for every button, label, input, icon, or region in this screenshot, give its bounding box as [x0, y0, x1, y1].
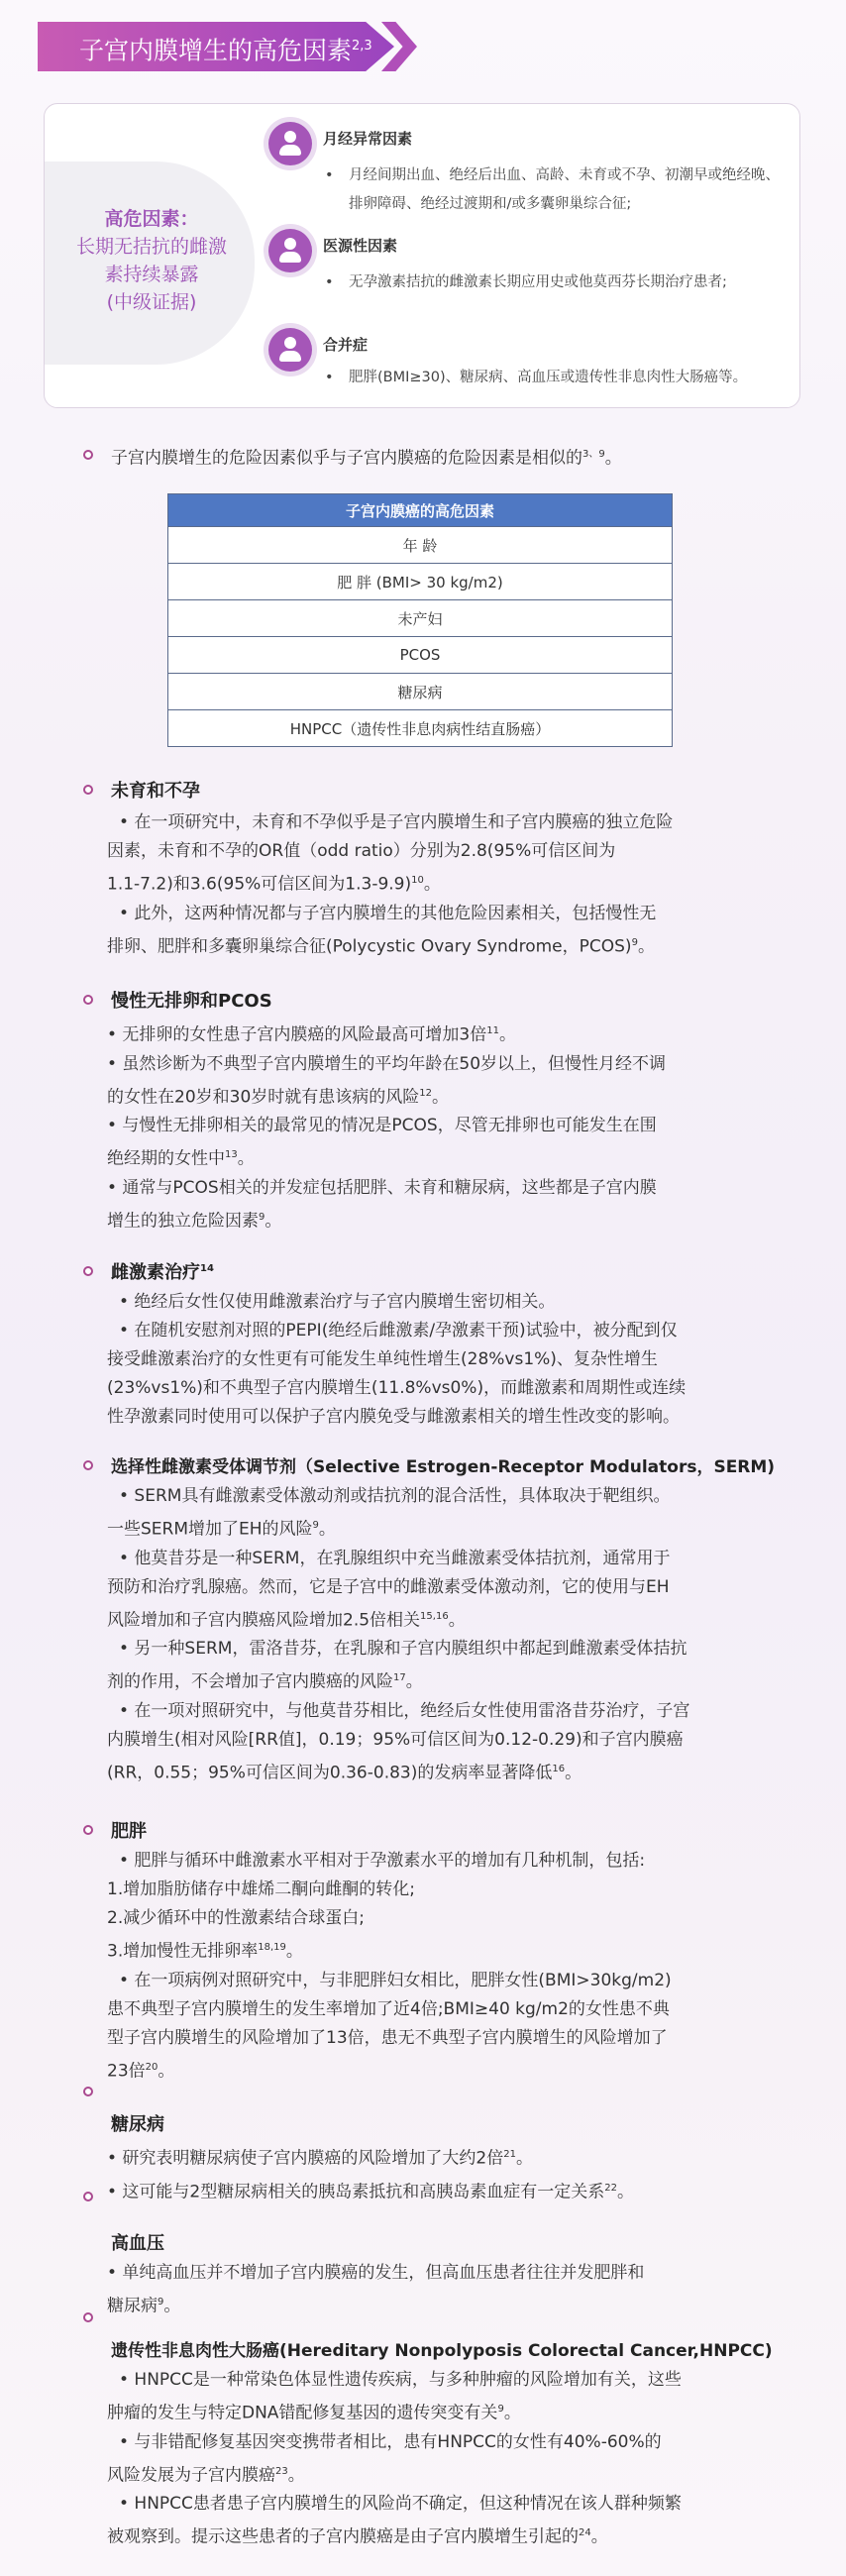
lead-sentence: 子宫内膜增生的危险因素似乎与子宫内膜癌的危险因素是相似的$^{3、9}$。: [111, 448, 622, 469]
table-row: 年 龄: [168, 527, 673, 564]
section-body-hypertension: • 单纯高血压并不增加子宫内膜癌的发生，但高血压患者往往并发肥胖和 糖尿病$^9$。: [107, 2263, 645, 2316]
table-row: PCOS: [168, 637, 673, 674]
risk-summary-tab: [45, 161, 255, 365]
risk-factor-panel: [44, 103, 800, 408]
section-title-serm: 选择性雌激素受体调节剂（Selective Estrogen-Receptor Modulators，SERM): [111, 1457, 776, 1477]
section-bullet: [83, 450, 93, 460]
table-row: 肥 胖 (BMI> 30 kg/m2): [168, 564, 673, 600]
section-title-estrogen: 雌激素治疗$^{14}$: [111, 1262, 214, 1283]
section-bullet: [83, 995, 93, 1005]
section-bullet: [83, 2087, 93, 2096]
risk-category-menstrual: 月经异常因素 • 月经间期出血、绝经后出血、高龄、未育或不孕、初潮早或绝经晚、排卵障碍、绝经过渡期和/或多囊卵巢综合征;: [268, 122, 793, 231]
section-body-estrogen: • 绝经后女性仅使用雌激素治疗与子宫内膜增生密切相关。 • 在随机安慰剂对照的PEPI(绝经后雌激素/孕激素干预)试验中，被分配到仅 接受雌激素治疗的女性更有可能发生单纯性增生(28%vs1%)、复杂性增生 (23%vs1%)和不典型子宫内膜增生(11.8%vs0%)，而雌激素和周期性或连续 性孕激素同时使用可以保护子宫内膜免受与雌激素相关的增生性改变的影响。: [107, 1292, 687, 1427]
section-title-obesity: 肥胖: [111, 1821, 147, 1842]
risk-summary-text: 高危因素： 长期无拮抗的雌激 素持续暴露 (中级证据): [75, 208, 227, 313]
section-title-nulliparity: 未育和不孕: [111, 781, 200, 802]
section-bullet: [83, 2312, 93, 2322]
table-row: HNPCC（遗传性非息肉病性结直肠癌）: [168, 710, 673, 747]
page-title: 子宫内膜增生的高危因素$^{2,3}$: [79, 36, 372, 65]
section-title-hypertension: 高血压: [111, 2233, 164, 2254]
section-body-nulliparity: • 在一项研究中，未育和不孕似乎是子宫内膜增生和子宫内膜癌的独立危险 因素，未育和不孕的OR值（odd ratio）分别为2.8(95%可信区间为 1.1-7.2)和3.6(95%可信区间为1.3-9.9)$^{10}$。 • 此外，这两种情况都与子宫内膜增生的其他危险因素相关，包括慢性无 排卵、肥胖和多囊卵巢综合征(Polycystic Ovary Syndrome，PCOS)$^9$。: [107, 812, 674, 957]
section-bullet: [83, 2192, 93, 2201]
table-row: 未产妇: [168, 600, 673, 637]
risk-category-iatrogenic: 医源性因素 • 无孕激素拮抗的雌激素长期应用史或他莫西芬长期治疗患者;: [268, 229, 793, 328]
section-bullet: [83, 1266, 93, 1276]
table-header: 子宫内膜癌的高危因素: [168, 494, 673, 527]
section-title-hnpcc: 遗传性非息肉性大肠癌(Hereditary Nonpolyposis Colorectal Cancer,HNPCC): [111, 2341, 773, 2361]
person-icon: [268, 229, 312, 272]
section-bullet: [83, 1825, 93, 1835]
section-body-diabetes: • 研究表明糖尿病使子宫内膜癌的风险增加了大约2倍$^{21}$。 • 这可能与2型糖尿病相关的胰岛素抵抗和高胰岛素血症有一定关系$^{22}$。: [107, 2148, 634, 2202]
section-title-diabetes: 糖尿病: [111, 2114, 164, 2135]
section-title-anovulation: 慢性无排卵和PCOS: [111, 991, 272, 1012]
section-bullet: [83, 785, 93, 795]
section-body-hnpcc: • HNPCC是一种常染色体显性遗传疾病，与多种肿瘤的风险增加有关，这些 肿瘤的发生与特定DNA错配修复基因的遗传突变有关$^9$。 • 与非错配修复基因突变携带者相比，患有HNPCC的女性有40%-60%的 风险发展为子宫内膜癌$^{23}$。 • HNPCC患者患子宫内膜增生的风险尚不确定，但这种情况在该人群种频繁 被观察到。提示这些患者的子宫内膜癌是由子宫内膜增生引起的$^{24}$。: [107, 2370, 682, 2547]
endometrial-cancer-risk-table: [167, 493, 673, 747]
section-body-anovulation: • 无排卵的女性患子宫内膜癌的风险最高可增加3倍$^{11}$。 • 虽然诊断为不典型子宫内膜增生的平均年龄在50岁以上，但慢性月经不调 的女性在20岁和30岁时就有患该病的风险$^{12}$。 • 与慢性无排卵相关的最常见的情况是PCOS，尽管无排卵也可能发生在围 绝经期的女性中$^{13}$。 • 通常与PCOS相关的并发症包括肥胖、未育和糖尿病，这些都是子宫内膜 增生的独立危险因素$^9$。: [107, 1024, 667, 1232]
section-body-obesity: • 肥胖与循环中雌激素水平相对于孕激素水平的增加有几种机制，包括: 1.增加脂肪储存中雄烯二酮向雌酮的转化; 2.减少循环中的性激素结合球蛋白; 3.增加慢性无排卵率$^{18,19}$。 • 在一项病例对照研究中，与非肥胖妇女相比，肥胖女性(BMI>30kg/m2) 患不典型子宫内膜增生的发生率增加了近4倍;BMI≥40 kg/m2的女性患不典 型子宫内膜增生的风险增加了13倍，患无不典型子宫内膜增生的风险增加了 23倍$^{20}$。: [107, 1851, 672, 2082]
risk-category-comorbidity: 合并症 • 肥胖(BMI≥30)、糖尿病、高血压或遗传性非息肉性大肠癌等。: [268, 328, 793, 397]
table-row: 糖尿病: [168, 674, 673, 710]
person-icon: [268, 328, 312, 372]
section-body-serm: • SERM具有雌激素受体激动剂或拮抗剂的混合活性，具体取决于靶组织。 一些SERM增加了EH的风险$^9$。 • 他莫昔芬是一种SERM，在乳腺组织中充当雌激素受体拮抗剂，通常用于 预防和治疗乳腺癌。然而，它是子宫中的雌激素受体激动剂，它的使用与EH 风险增加和子宫内膜癌风险增加2.5倍相关$^{15,16}$。 • 另一种SERM，雷洛昔芬，在乳腺和子宫内膜组织中都起到雌激素受体拮抗 剂的作用，不会增加子宫内膜癌的风险$^{17}$。 • 在一项对照研究中，与他莫昔芬相比，绝经后女性使用雷洛昔芬治疗，子宫 内膜增生(相对风险[RR值]，0.19；95%可信区间为0.12-0.29)和子宫内膜癌 (RR，0.55；95%可信区间为0.36-0.83)的发病率显著降低$^{16}$。: [107, 1486, 690, 1783]
section-bullet: [83, 1460, 93, 1470]
person-icon: [268, 122, 312, 165]
